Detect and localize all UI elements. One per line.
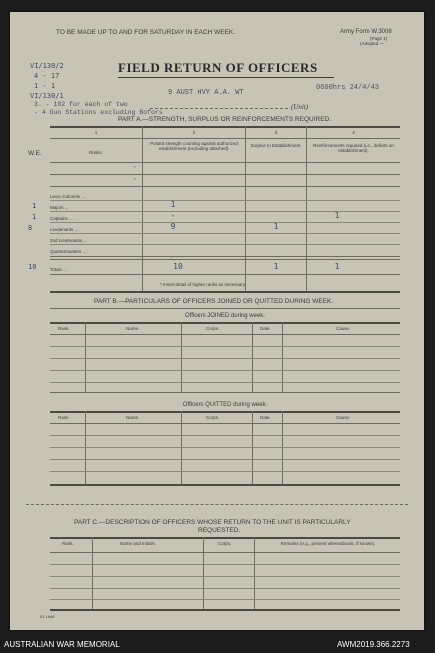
we-value: 10	[28, 263, 37, 271]
margin-note: 3. - 102 for each of two	[34, 101, 128, 108]
posted-total: 10	[173, 262, 183, 271]
margin-note: VI/130/1	[30, 92, 64, 100]
we-value: 1	[32, 202, 37, 210]
col-header-cause: Cause.	[336, 415, 351, 420]
col-header-name: Name.	[126, 415, 140, 420]
quitted-heading: Officers QUITTED during week.	[182, 402, 268, 408]
form-title: FIELD RETURN OF OFFICERS	[118, 60, 318, 75]
col-header-corps: Corps.	[218, 541, 232, 546]
col-header-surplus: Surplus to Establishment.	[250, 143, 302, 148]
surplus-total: 1	[273, 262, 279, 271]
col-header-name-initials: Name and Initials.	[120, 541, 157, 546]
col-header-rank: Rank.	[58, 415, 70, 420]
col-header-cause: Cause.	[336, 326, 351, 331]
we-value: 1	[32, 213, 37, 221]
asterisk: *	[134, 165, 136, 170]
rank-label: Totals ...	[50, 267, 67, 272]
reinforcements-total: 1	[334, 262, 340, 271]
margin-note: VI/130/2	[30, 62, 64, 70]
posted-value: 1	[170, 200, 176, 209]
col-header-remarks: Remarks (e.g., present whereabouts, if known).	[280, 541, 376, 546]
page-note: (Page 1)	[370, 36, 388, 41]
rank-label: Majors ...	[50, 205, 69, 210]
footer-accession-number: AWM2019.366.2273	[337, 640, 410, 649]
col-header-date: Date.	[260, 326, 271, 331]
col-number: 2	[192, 130, 196, 135]
part-b-heading: PART B.—PARTICULARS OF OFFICERS JOINED OR QUITTED DURING WEEK.	[94, 298, 334, 305]
posted-value: -	[170, 211, 176, 220]
archive-footer	[0, 638, 435, 653]
return-datetime: 0600hrs 24/4/43	[316, 84, 380, 92]
rank-label: Quartermasters ...	[50, 249, 87, 254]
rank-label: Lieut.-Colonels ...	[50, 194, 86, 199]
part-c-heading: PART C.—DESCRIPTION OF OFFICERS WHOSE RETURN TO THE UNIT IS PARTICULARLY	[74, 519, 351, 526]
part-c-heading-cont: REQUESTED.	[198, 527, 241, 534]
col-header-corps: Corps.	[206, 326, 220, 331]
rank-label: Lieutenants ...	[50, 227, 79, 232]
we-label: W.E.	[28, 150, 42, 157]
unit-label: (Unit)	[291, 103, 309, 111]
margin-note: 4 - 17	[34, 72, 60, 80]
col-number: 1	[94, 130, 98, 135]
col-header-ranks: Ranks.	[88, 150, 103, 155]
print-code: 51 1648	[40, 614, 55, 619]
footer-institution: AUSTRALIAN WAR MEMORIAL	[4, 640, 120, 649]
top-instruction: TO BE MADE UP TO AND FOR SATURDAY IN EACH WEEK.	[56, 29, 236, 36]
margin-note: - 4 Gun Stations excluding Bofors	[34, 109, 163, 116]
army-form-number: Army Form W.3008	[340, 29, 392, 35]
col-number: 4	[352, 130, 355, 135]
joined-heading: Officers JOINED during week.	[185, 313, 265, 319]
col-header-rank: Rank.	[62, 541, 74, 546]
col-header-name: Name.	[126, 326, 140, 331]
surplus-value: 1	[273, 222, 279, 231]
reinforcements-value: 1	[334, 211, 340, 220]
form-page	[10, 12, 424, 630]
posted-value: 9	[170, 222, 176, 231]
col-number: 3	[274, 130, 278, 135]
rank-label: Captains ...	[50, 216, 73, 221]
we-value: 8	[28, 224, 33, 232]
col-header-posted: Posted strength counting against authorized establishment (excluding attached).	[150, 141, 238, 151]
unit-name: 9 AUST HVY A.A. WT	[168, 89, 244, 97]
adopted-note: (Adopted —	[360, 41, 385, 46]
col-header-date: Date.	[260, 415, 271, 420]
col-header-rank: Rank.	[58, 326, 70, 331]
margin-note: 1 - 1	[34, 82, 56, 90]
col-header-corps: Corps.	[206, 415, 220, 420]
rank-label: 2nd Lieutenants ...	[50, 238, 88, 243]
part-a-footnote: * Insert detail of higher ranks as necessary.	[160, 282, 246, 287]
asterisk: *	[134, 177, 136, 182]
col-header-reinforcements: Reinforcements required (i.e., deficits on establishment).	[313, 143, 394, 153]
part-a-heading: PART A.—STRENGTH, SURPLUS OR REINFORCEMENTS REQUIRED.	[118, 116, 332, 123]
